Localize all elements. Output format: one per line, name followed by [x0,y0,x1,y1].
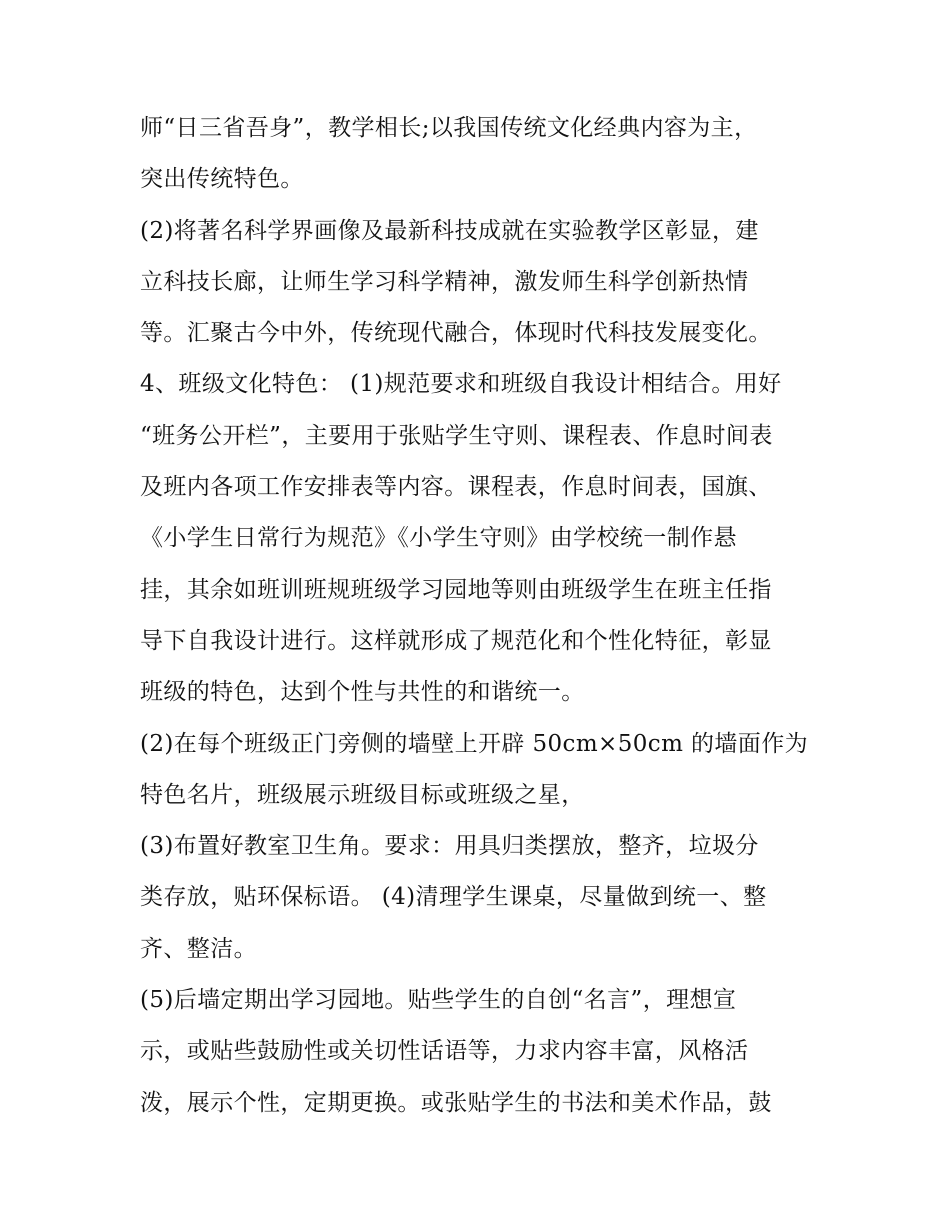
text-line: “班务公开栏”，主要用于张贴学生守则、课程表、作息时间表 [140,422,773,449]
text-line: 特色名片，班级展示班级目标或班级之星， [140,781,585,808]
text-line: 师“日三省吾身”，教学相长;以我国传统文化经典内容为主， [140,115,758,141]
text-line: 齐、整洁。 [140,935,257,962]
text-line: 泼，展示个性，定期更换。或张贴学生的书法和美术作品，鼓 [140,1089,772,1116]
text-line: 立科技长廊，让师生学习科学精神，激发师生科学创新热情 [140,268,749,295]
document-body [140,103,830,1129]
text-line: 4、班级文化特色： (1)规范要求和班级自我设计相结合。用好 [140,371,782,398]
text-line: (3)布置好教室卫生角。要求：用具归类摆放，整齐，垃圾分 [140,833,759,860]
text-line: (5)后墙定期出学习园地。贴些学生的自创“名言”，理想宣 [140,987,737,1014]
text-line: 导下自我设计进行。这样就形成了规范化和个性化特征，彰显 [140,627,772,654]
text-line: 挂，其余如班训班规班级学习园地等则由班级学生在班主任指 [140,576,772,603]
text-line: 示，或贴些鼓励性或关切性话语等，力求内容丰富，风格活 [140,1038,749,1065]
text-line: (2)将著名科学界画像及最新科技成就在实验教学区彰显，建 [140,217,759,244]
text-line: 及班内各项工作安排表等内容。课程表，作息时间表，国旗、 [140,474,772,501]
text-line: 《小学生日常行为规范》《小学生守则》由学校统一制作悬 [140,525,737,552]
text-line: (2)在每个班级正门旁侧的墙壁上开辟 50cm×50cm 的墙面作为 [140,730,808,757]
text-line: 突出传统特色。 [140,166,304,193]
text-line: 类存放，贴环保标语。 (4)清理学生课桌，尽量做到统一、整 [140,884,767,911]
text-line: 班级的特色，达到个性与共性的和谐统一。 [140,679,585,706]
text-line: 等。汇聚古今中外，传统现代融合，体现时代科技发展变化。 [140,320,772,347]
